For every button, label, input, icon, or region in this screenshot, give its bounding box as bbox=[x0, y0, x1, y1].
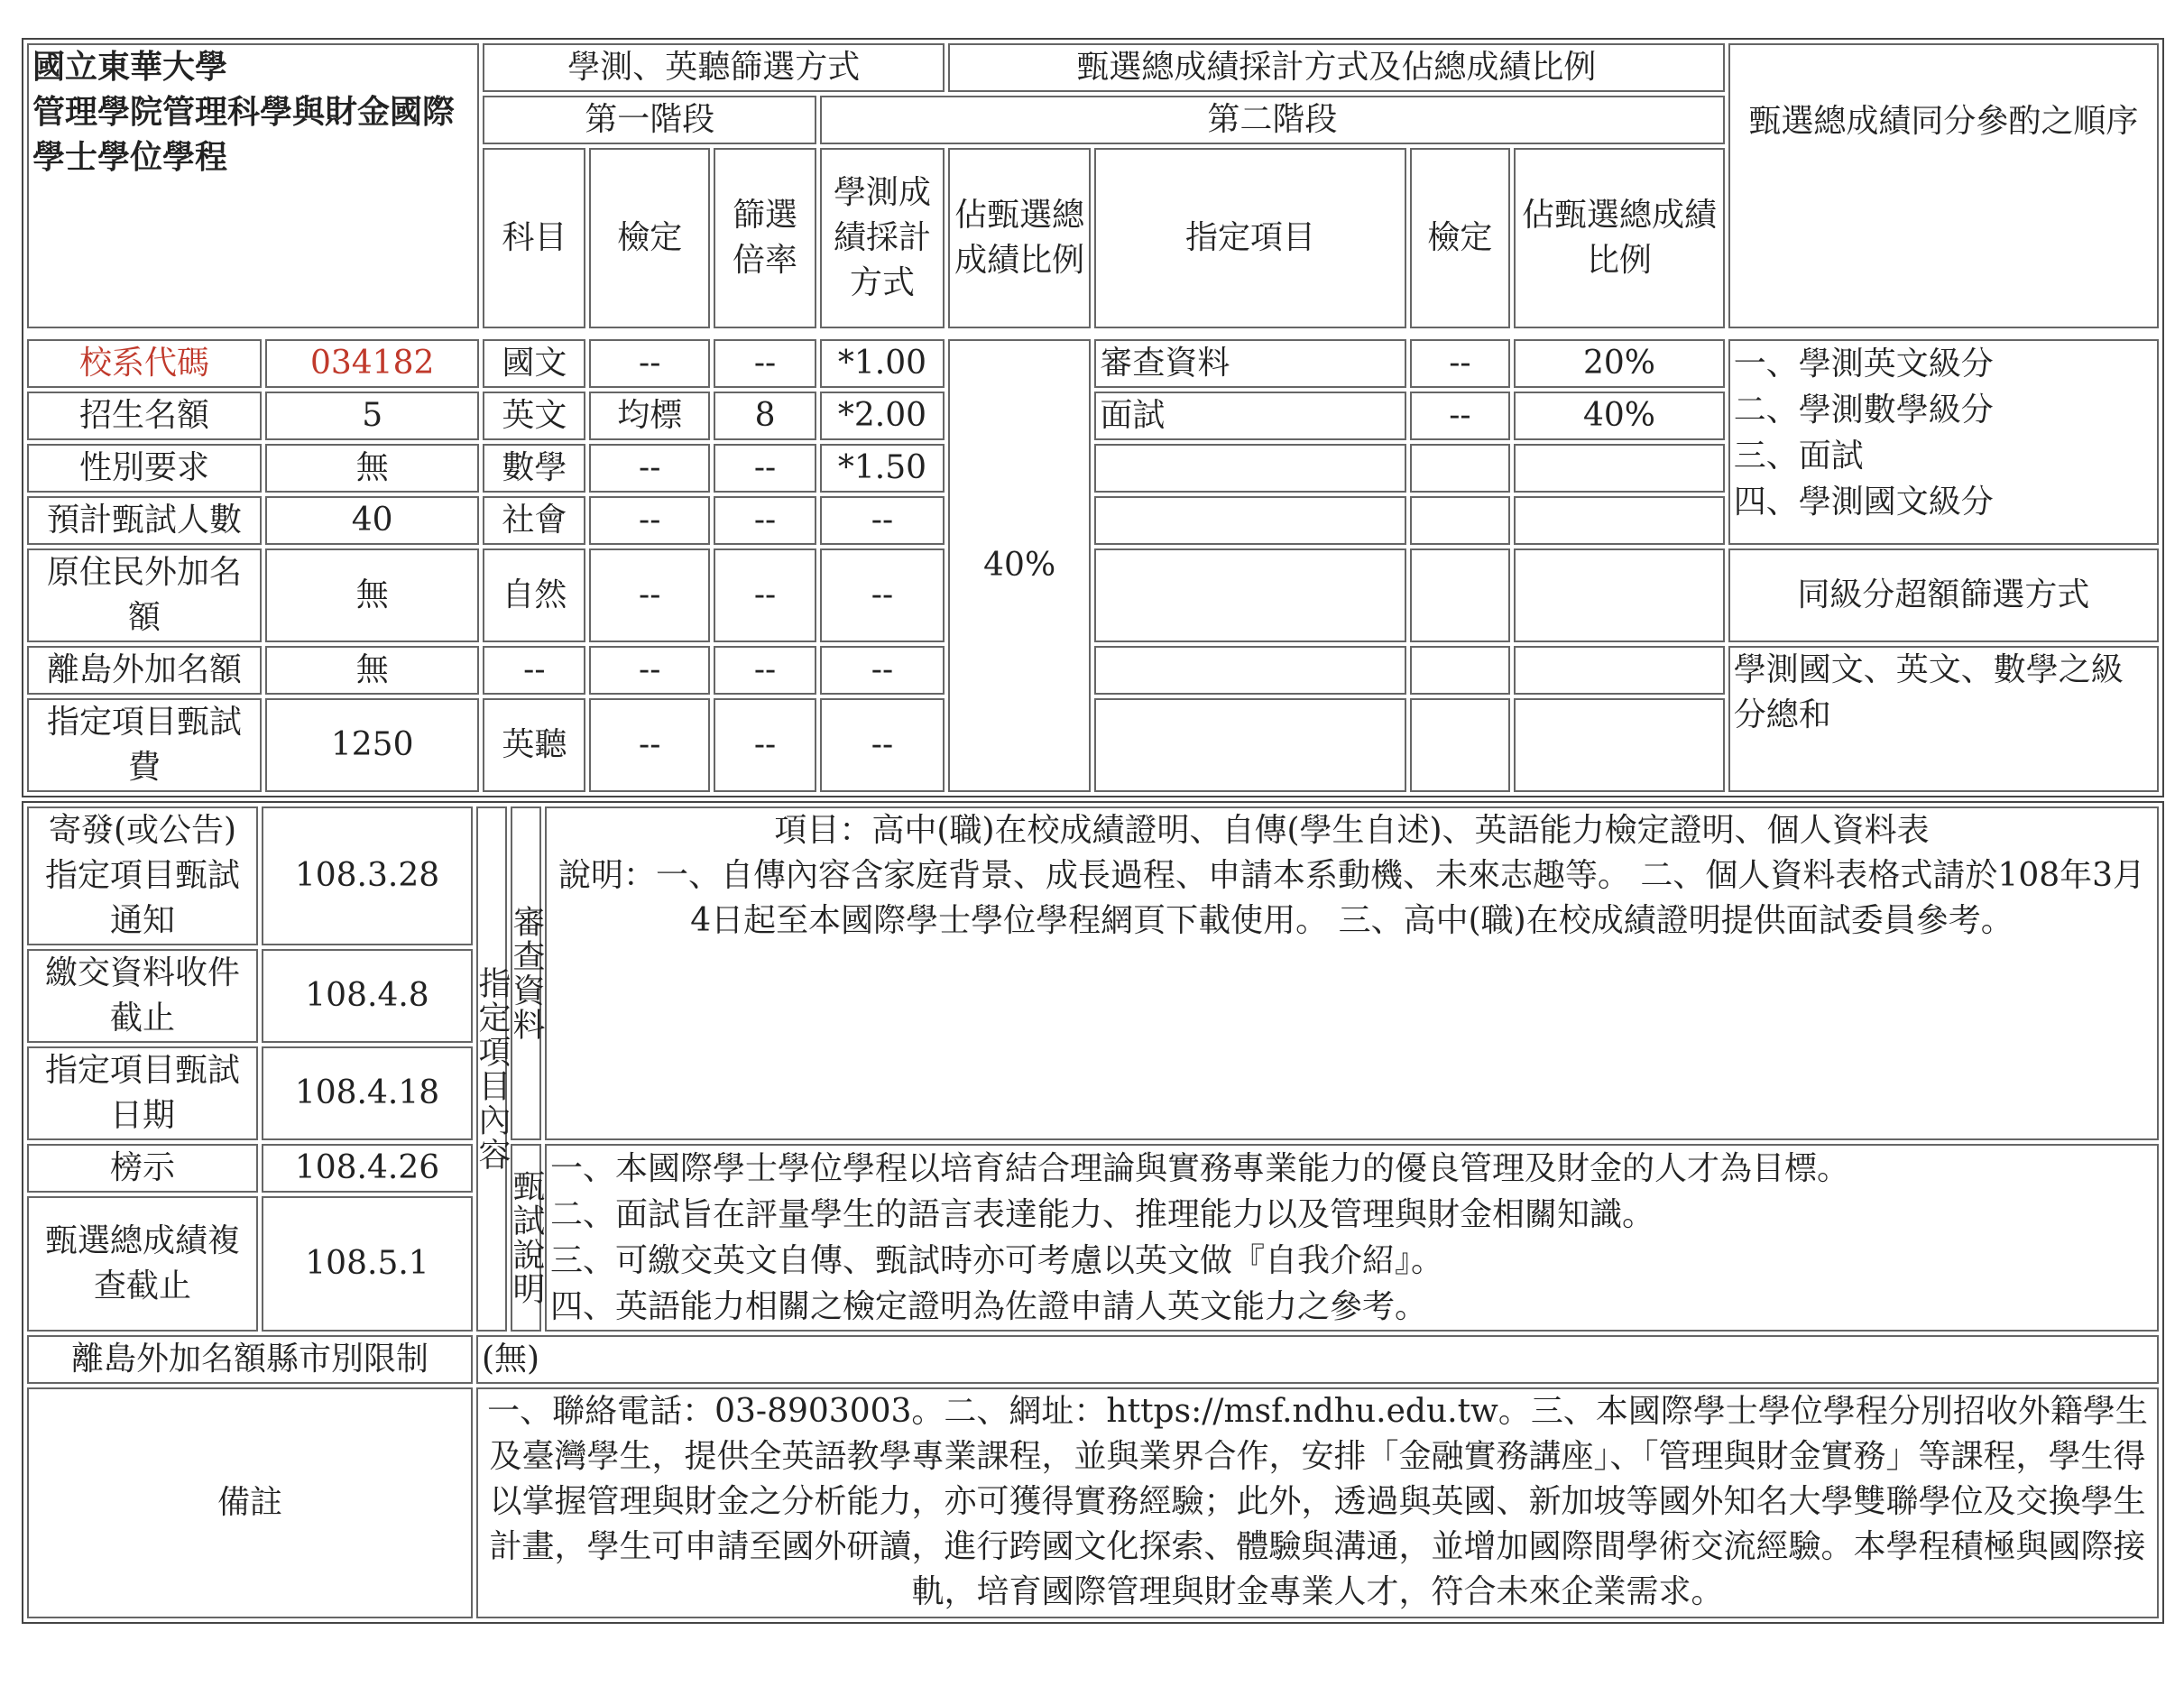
subject-cell: 數學 bbox=[483, 444, 585, 493]
schedule-date: 108.4.26 bbox=[262, 1144, 473, 1193]
info-label: 招生名額 bbox=[27, 392, 262, 440]
info-label: 指定項目甄試費 bbox=[27, 698, 262, 792]
tie-rules bbox=[1728, 339, 2159, 545]
subject-cell: 自然 bbox=[483, 548, 585, 642]
item-cell-empty bbox=[1094, 548, 1405, 642]
info-label: 原住民外加名額 bbox=[27, 548, 262, 642]
island-limit-value: (無) bbox=[476, 1335, 2159, 1384]
col-check: 檢定 bbox=[589, 148, 710, 328]
subject-cell: -- bbox=[483, 646, 585, 695]
method-cell: *1.50 bbox=[820, 444, 945, 493]
subject-cell: 英文 bbox=[483, 392, 585, 440]
method-cell: -- bbox=[820, 698, 945, 792]
info-label: 性別要求 bbox=[27, 444, 262, 493]
stage1-label: 第一階段 bbox=[483, 96, 816, 144]
overflow-rule: 學測國文、英文、數學之級分總和 bbox=[1728, 646, 2159, 792]
review-label: 審查資料 bbox=[511, 806, 541, 1140]
method-cell: *2.00 bbox=[820, 392, 945, 440]
item-check: -- bbox=[1410, 392, 1511, 440]
interview-label: 甄試說明 bbox=[511, 1144, 541, 1332]
item-cell: 面試 bbox=[1094, 392, 1405, 440]
item-weight-empty bbox=[1514, 646, 1725, 695]
item-check-empty bbox=[1410, 548, 1511, 642]
schedule-date: 108.4.8 bbox=[262, 949, 473, 1043]
info-label: 離島外加名額 bbox=[27, 646, 262, 695]
info-value: 無 bbox=[265, 548, 480, 642]
review-items: 項目：高中(職)在校成績證明、自傳(學生自述)、英語能力檢定證明、個人資料表 bbox=[774, 812, 1930, 849]
exam-weight: 40% bbox=[948, 339, 1091, 792]
review-content bbox=[545, 806, 2159, 1140]
check-cell: -- bbox=[589, 444, 710, 493]
info-value: 無 bbox=[265, 646, 480, 695]
stage1-title: 學測、英聽篩選方式 bbox=[483, 43, 945, 92]
item-cell-empty bbox=[1094, 496, 1405, 545]
item-cell-empty bbox=[1094, 444, 1405, 493]
method-cell: -- bbox=[820, 496, 945, 545]
ratio-cell: -- bbox=[714, 339, 816, 388]
schedule-date: 108.4.18 bbox=[262, 1046, 473, 1140]
check-cell: -- bbox=[589, 646, 710, 695]
method-cell: -- bbox=[820, 548, 945, 642]
info-value: 40 bbox=[265, 496, 480, 545]
school-name: 國立東華大學 bbox=[32, 49, 228, 86]
schedule-date: 108.5.1 bbox=[262, 1196, 473, 1332]
remarks-label: 備註 bbox=[27, 1387, 473, 1618]
schedule-date: 108.3.28 bbox=[262, 806, 473, 945]
check-cell: -- bbox=[589, 496, 710, 545]
ratio-cell: -- bbox=[714, 496, 816, 545]
stage2-label: 第二階段 bbox=[820, 96, 1725, 144]
subject-cell: 國文 bbox=[483, 339, 585, 388]
schedule-label: 甄選總成績複查截止 bbox=[27, 1196, 258, 1332]
item-check-empty bbox=[1410, 444, 1511, 493]
item-weight: 40% bbox=[1514, 392, 1725, 440]
item-cell: 審查資料 bbox=[1094, 339, 1405, 388]
info-value: 無 bbox=[265, 444, 480, 493]
item-check: -- bbox=[1410, 339, 1511, 388]
item-weight-empty bbox=[1514, 444, 1725, 493]
interview-line: 一、本國際學士學位學程以培育結合理論與實務專業能力的優良管理及財金的人才為目標。 bbox=[550, 1150, 1850, 1187]
check-cell: -- bbox=[589, 339, 710, 388]
interview-line: 二、面試旨在評量學生的語言表達能力、推理能力以及管理與財金相關知識。 bbox=[550, 1196, 1655, 1233]
ratio-cell: 8 bbox=[714, 392, 816, 440]
tie-rule-item: 三、面試 bbox=[1733, 438, 1864, 475]
schedule-label: 指定項目甄試日期 bbox=[27, 1046, 258, 1140]
admission-table bbox=[22, 38, 2164, 797]
ratio-cell: -- bbox=[714, 646, 816, 695]
tie-rule-item: 一、學測英文級分 bbox=[1733, 346, 1994, 382]
col-check2: 檢定 bbox=[1410, 148, 1511, 328]
tie-rule-item: 二、學測數學級分 bbox=[1733, 392, 1994, 429]
tie-rule-item: 四、學測國文級分 bbox=[1733, 484, 1994, 521]
overflow-title: 同級分超額篩選方式 bbox=[1728, 548, 2159, 642]
col-ratio: 篩選倍率 bbox=[714, 148, 816, 328]
col-subject: 科目 bbox=[483, 148, 585, 328]
col-item: 指定項目 bbox=[1094, 148, 1405, 328]
method-cell: *1.00 bbox=[820, 339, 945, 388]
item-check-empty bbox=[1410, 646, 1511, 695]
stage2-title: 甄選總成績採計方式及佔總成績比例 bbox=[948, 43, 1725, 92]
item-cell-empty bbox=[1094, 646, 1405, 695]
info-value: 5 bbox=[265, 392, 480, 440]
info-value: 1250 bbox=[265, 698, 480, 792]
schedule-label: 榜示 bbox=[27, 1144, 258, 1193]
remarks-text: 一、聯絡電話：03-8903003。二、網址：https://msf.ndhu.edu.tw。三、本國際學士學位學程分別招收外籍學生及臺灣學生，提供全英語教學專業課程，並與業界合作，安排「金融實務講座」、「管理與財金實務」等課程，學生得以掌握管理與財金之分析能力，亦可獲得實務經驗；此外，透過與英國、新加坡等國外知名大學雙聯學位及交換學生計畫，學生可申請至國外研讀，進行跨國文化探索、體驗與溝通，並增加國際間學術交流經驗。本學程積極與國際接軌，培育國際管理與財金專業人才，符合未來企業需求。 bbox=[476, 1387, 2159, 1618]
item-weight-empty bbox=[1514, 496, 1725, 545]
ratio-cell: -- bbox=[714, 548, 816, 642]
col-weight: 佔甄選總成績比例 bbox=[948, 148, 1091, 328]
schedule-label: 寄發(或公告)指定項目甄試通知 bbox=[27, 806, 258, 945]
item-check-empty bbox=[1410, 698, 1511, 792]
item-cell-empty bbox=[1094, 698, 1405, 792]
tie-rule-title: 甄選總成績同分參酌之順序 bbox=[1728, 43, 2159, 328]
schedule-table bbox=[22, 801, 2164, 1624]
check-cell: 均標 bbox=[589, 392, 710, 440]
item-weight: 20% bbox=[1514, 339, 1725, 388]
col-method: 學測成績採計方式 bbox=[820, 148, 945, 328]
ratio-cell: -- bbox=[714, 698, 816, 792]
review-explain: 說明：一、自傳內容含家庭背景、成長過程、申請本系動機、未來志趣等。 二、個人資料表格式請於108年3月4日起至本國際學士學位學程網頁下載使用。 三、高中(職)在校成績證明提供面試委員參考。 bbox=[558, 857, 2146, 939]
subject-cell: 英聽 bbox=[483, 698, 585, 792]
check-cell: -- bbox=[589, 548, 710, 642]
subject-cell: 社會 bbox=[483, 496, 585, 545]
col-weight2: 佔甄選總成績比例 bbox=[1514, 148, 1725, 328]
info-label: 預計甄試人數 bbox=[27, 496, 262, 545]
info-value: 034182 bbox=[265, 339, 480, 388]
info-label: 校系代碼 bbox=[27, 339, 262, 388]
schedule-label: 繳交資料收件截止 bbox=[27, 949, 258, 1043]
school-cell bbox=[27, 43, 479, 328]
interview-line: 三、可繳交英文自傳、甄試時亦可考慮以英文做『自我介紹』。 bbox=[550, 1242, 1444, 1279]
check-cell: -- bbox=[589, 698, 710, 792]
island-limit-label: 離島外加名額縣市別限制 bbox=[27, 1335, 473, 1384]
item-weight-empty bbox=[1514, 698, 1725, 792]
department-name: 管理學院管理科學與財金國際學士學位學程 bbox=[32, 94, 456, 176]
content-label: 指定項目內容 bbox=[476, 806, 507, 1332]
admission-sheet bbox=[22, 38, 2164, 1624]
item-check-empty bbox=[1410, 496, 1511, 545]
item-weight-empty bbox=[1514, 548, 1725, 642]
ratio-cell: -- bbox=[714, 444, 816, 493]
interview-content bbox=[545, 1144, 2159, 1332]
interview-line: 四、英語能力相關之檢定證明為佐證申請人英文能力之參考。 bbox=[550, 1288, 1428, 1325]
method-cell: -- bbox=[820, 646, 945, 695]
